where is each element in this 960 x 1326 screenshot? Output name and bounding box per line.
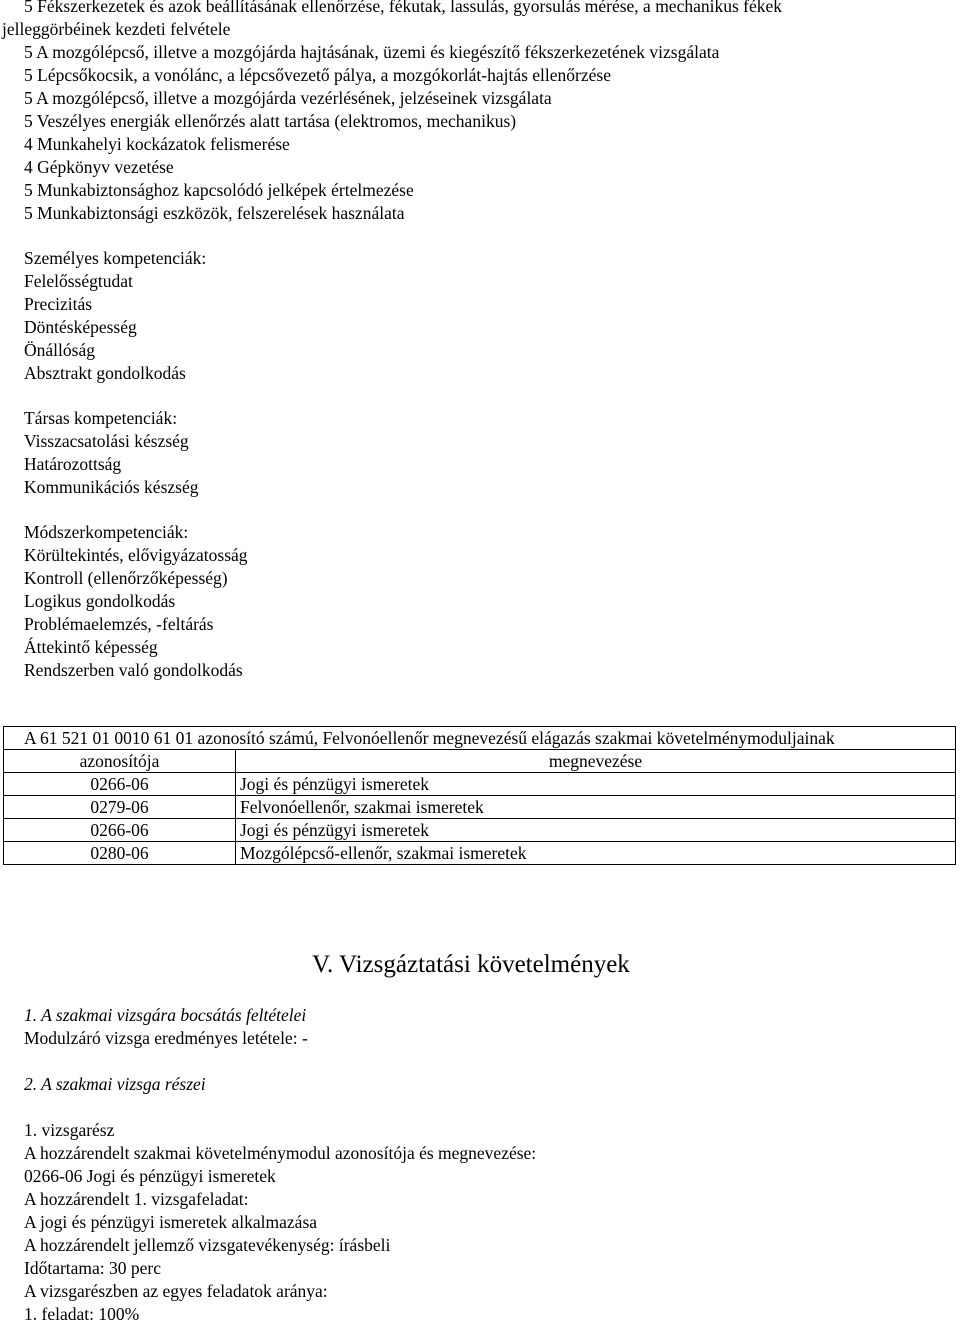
module-id-cell: 0266-06 bbox=[4, 819, 236, 842]
table-row bbox=[4, 773, 956, 796]
module-name-cell: Jogi és pénzügyi ismeretek bbox=[236, 773, 956, 796]
skills-list bbox=[0, 0, 960, 225]
skill-line: 4 Gépkönyv vezetése bbox=[24, 157, 174, 177]
exam-part-line: A hozzárendelt jellemző vizsgatevékenység: írásbeli bbox=[24, 1235, 391, 1255]
competency-item: Precizitás bbox=[24, 294, 93, 314]
skill-line: 5 Veszélyes energiák ellenőrzés alatt tartása (elektromos, mechanikus) bbox=[24, 111, 517, 131]
skill-line: 5 Lépcsőkocsik, a vonólánc, a lépcsővezető pálya, a mozgókorlát-hajtás ellenőrzése bbox=[24, 65, 611, 85]
competency-item: Körültekintés, elővigyázatosság bbox=[24, 545, 248, 565]
competency-item: Logikus gondolkodás bbox=[24, 591, 176, 611]
competency-item: Határozottság bbox=[24, 454, 122, 474]
skill-line: 5 A mozgólépcső, illetve a mozgójárda hajtásának, üzemi és kiegészítő fékszerkezetének vizsgálata bbox=[24, 42, 720, 62]
skill-line: 5 Fékszerkezetek és azok beállításának ellenőrzése, fékutak, lassulás, gyorsulás mérése, a mechanikus fékek bbox=[24, 0, 783, 16]
module-table bbox=[3, 726, 956, 865]
competency-item: Önállóság bbox=[24, 340, 95, 360]
competency-heading: Társas kompetenciák: bbox=[24, 408, 178, 428]
spacer bbox=[24, 1096, 944, 1119]
table-header-row bbox=[4, 750, 956, 773]
module-name-cell: Jogi és pénzügyi ismeretek bbox=[236, 819, 956, 842]
competency-item: Kontroll (ellenőrzőképesség) bbox=[24, 568, 228, 588]
exam-part-line: A vizsgarészben az egyes feladatok aránya: bbox=[24, 1281, 328, 1301]
competency-item: Absztrakt gondolkodás bbox=[24, 363, 186, 383]
exam-part-line: 1. vizsgarész bbox=[24, 1120, 115, 1140]
competency-item: Visszacsatolási készség bbox=[24, 431, 189, 451]
spacer bbox=[24, 1050, 944, 1073]
social-competencies bbox=[24, 407, 924, 499]
table-caption: A 61 521 01 0010 61 01 azonosító számú, Felvonóellenőr megnevezésű elágazás szakmai követelménymoduljainak bbox=[4, 727, 956, 750]
competency-item: Felelősségtudat bbox=[24, 271, 133, 291]
skill-line: 5 Munkabiztonsághoz kapcsolódó jelképek értelmezése bbox=[24, 180, 414, 200]
competency-item: Döntésképesség bbox=[24, 317, 137, 337]
personal-competencies bbox=[24, 247, 924, 385]
module-id-cell: 0279-06 bbox=[4, 796, 236, 819]
module-name-cell: Mozgólépcső-ellenőr, szakmai ismeretek bbox=[236, 842, 956, 865]
table-row bbox=[4, 819, 956, 842]
skill-line: 5 A mozgólépcső, illetve a mozgójárda vezérlésének, jelzéseinek vizsgálata bbox=[24, 88, 552, 108]
exam-part-line: 0266-06 Jogi és pénzügyi ismeretek bbox=[24, 1166, 276, 1186]
competency-item: Kommunikációs készség bbox=[24, 477, 199, 497]
competency-item: Rendszerben való gondolkodás bbox=[24, 660, 243, 680]
exam-part-line: Időtartama: 30 perc bbox=[24, 1258, 162, 1278]
skill-line: 5 Munkabiztonsági eszközök, felszerelések használata bbox=[24, 203, 405, 223]
skill-line: 4 Munkahelyi kockázatok felismerése bbox=[24, 134, 290, 154]
exam-requirements bbox=[24, 1004, 944, 1326]
table-row bbox=[4, 796, 956, 819]
module-name-cell: Felvonóellenőr, szakmai ismeretek bbox=[236, 796, 956, 819]
exam-part-line: A hozzárendelt 1. vizsgafeladat: bbox=[24, 1189, 249, 1209]
conditions-text: Modulzáró vizsga eredményes letétele: - bbox=[24, 1028, 308, 1048]
competency-heading: Módszerkompetenciák: bbox=[24, 522, 189, 542]
column-header-name: megnevezése bbox=[236, 750, 956, 773]
exam-part-line: A hozzárendelt szakmai követelménymodul azonosítója és megnevezése: bbox=[24, 1143, 537, 1163]
column-header-id: azonosítója bbox=[4, 750, 236, 773]
section-title-text: V. Vizsgáztatási követelmények bbox=[312, 951, 630, 978]
table-caption-row bbox=[4, 727, 956, 750]
conditions-heading: 1. A szakmai vizsgára bocsátás feltételei bbox=[24, 1005, 307, 1025]
section-title bbox=[0, 950, 930, 980]
module-id-cell: 0266-06 bbox=[4, 773, 236, 796]
exam-part-line: A jogi és pénzügyi ismeretek alkalmazása bbox=[24, 1212, 318, 1232]
competency-heading: Személyes kompetenciák: bbox=[24, 248, 207, 268]
module-id-cell: 0280-06 bbox=[4, 842, 236, 865]
skill-line-continuation: jelleggörbéinek kezdeti felvétele bbox=[2, 19, 231, 39]
exam-part-line: 1. feladat: 100% bbox=[24, 1304, 140, 1324]
competency-item: Problémaelemzés, -feltárás bbox=[24, 614, 214, 634]
method-competencies bbox=[24, 521, 924, 682]
table-row bbox=[4, 842, 956, 865]
competency-item: Áttekintő képesség bbox=[24, 637, 158, 657]
exam-parts-heading: 2. A szakmai vizsga részei bbox=[24, 1074, 206, 1094]
